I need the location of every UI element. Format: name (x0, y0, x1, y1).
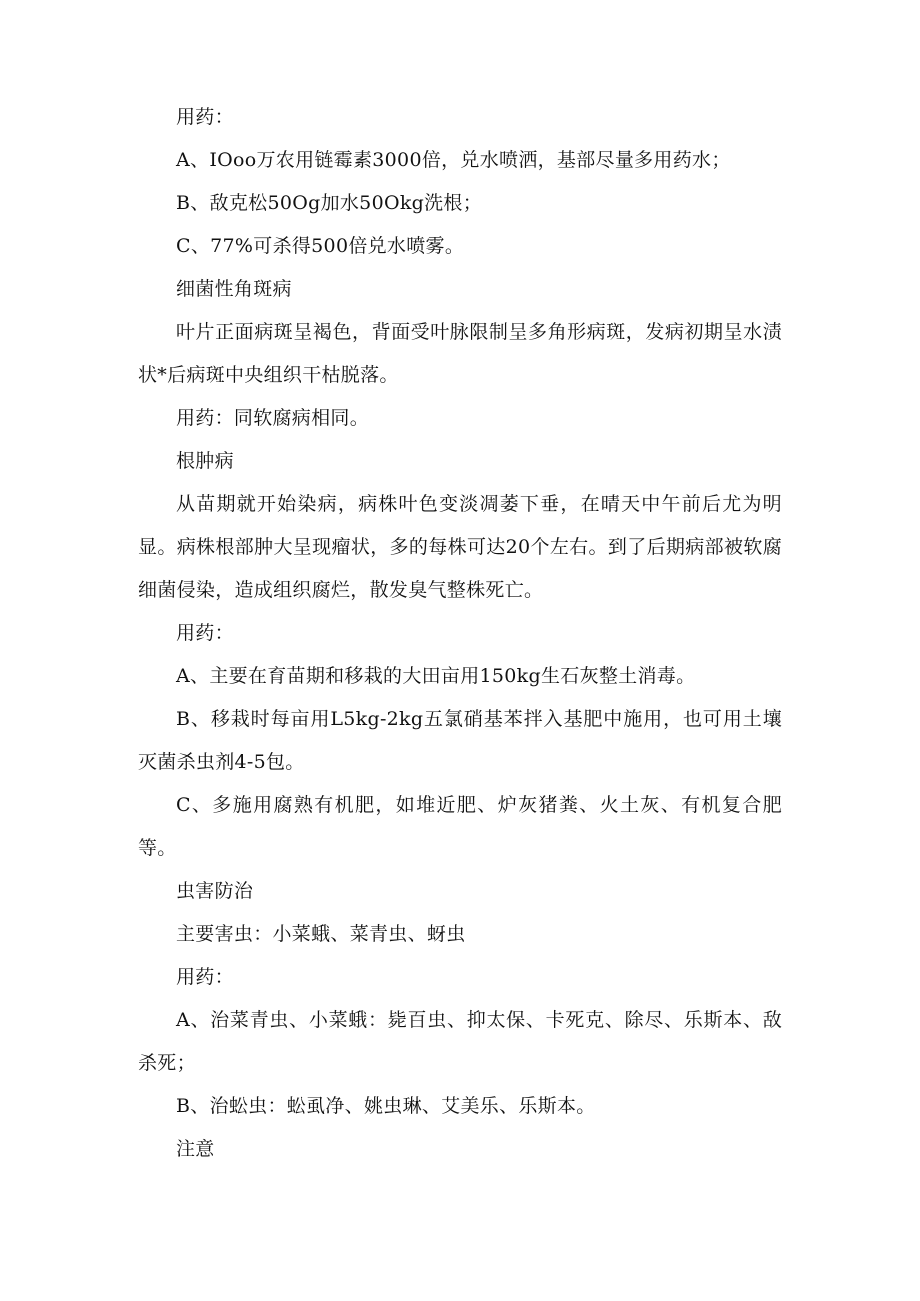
paragraph-medication-a-3: A、治菜青虫、小菜蛾：毙百虫、抑太保、卡死克、除尽、乐斯本、敌杀死； (138, 1009, 782, 1074)
paragraph-clubroot-description: 从苗期就开始染病，病株叶色变淡凋萎下垂，在晴天中午前后尤为明显。病株根部肿大呈现瘤状，多的每株可达20个左右。到了后期病部被软腐细菌侵染，造成组织腐烂，散发臭气整株死亡。 (138, 493, 782, 601)
paragraph-angular-leaf-spot-description: 叶片正面病斑呈褐色，背面受叶脉限制呈多角形病斑，发病初期呈水渍状*后病斑中央组织干枯脱落。 (138, 321, 782, 386)
paragraph-medication-a-2: A、主要在育苗期和移栽的大田亩用150kg生石灰整土消毒。 (176, 665, 696, 687)
paragraph-medication-heading-3: 用药： (176, 966, 234, 988)
paragraph-medication-b-2: B、移栽时每亩用L5kg-2kg五氯硝基苯拌入基肥中施用，也可用土壤灭菌杀虫剂4-5包。 (138, 708, 782, 773)
paragraph-medication-same: 用药：同软腐病相同。 (176, 407, 370, 429)
paragraph-medication-heading-2: 用药： (176, 622, 234, 644)
paragraph-medication-heading-1: 用药： (176, 106, 234, 128)
paragraph-medication-c-2: C、多施用腐熟有机肥，如堆近肥、炉灰猪粪、火土灰、有机复合肥等。 (138, 794, 782, 859)
paragraph-note: 注意 (176, 1138, 215, 1160)
paragraph-medication-a-1: A、IOoo万农用链霉素3000倍，兑水喷洒，基部尽量多用药水； (176, 149, 731, 171)
paragraph-medication-b-1: B、敌克松50Og加水50Okg洗根； (176, 192, 483, 214)
section-heading-pest-control: 虫害防治 (176, 880, 254, 902)
paragraph-main-pests: 主要害虫：小菜蛾、菜青虫、蚜虫 (176, 923, 466, 945)
paragraph-medication-c-1: C、77%可杀得500倍兑水喷雾。 (176, 235, 465, 257)
section-heading-angular-leaf-spot: 细菌性角斑病 (176, 278, 292, 300)
section-heading-clubroot: 根肿病 (176, 450, 234, 472)
paragraph-medication-b-3: B、治蚣虫：蚣虱净、姚虫琳、艾美乐、乐斯本。 (176, 1095, 596, 1117)
